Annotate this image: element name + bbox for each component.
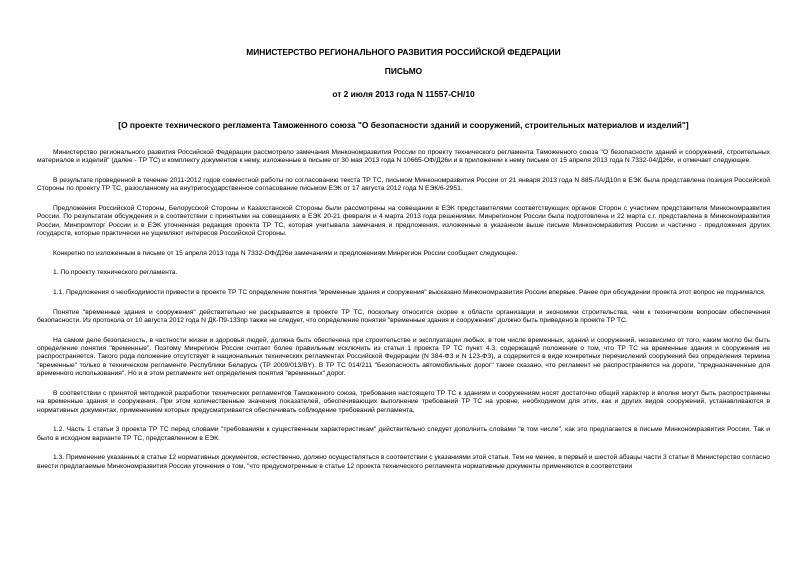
paragraph: На самом деле безопасность, в частности жизни и здоровья людей, должна быть обеспечена при строительстве и эксплуатации любых, в том числе временных, зданий и сооружений, независимо от того, каким могло бы быть определение понятия "временные". Поэтому Минрегион России считает более правильным исключить из статьи 1 проекта ТР ТС пункт 4.3, содержащий положение о том, что ТР ТС на временные здания и сооружения не распространяется. Такого рода положение отсутствует в национальных технических регламентах Российской Федерации (N 384-ФЗ и N 123-ФЗ), а содержится в виде конкретных перечислений сооружений без определения термина "временные" только в техническом регламенте Республики Беларусь (ТР 2009/013/BY). В ТР ТС 014/211 "Безопасность автомобильных дорог" также сказано, что регламент не распространяется на дороги, "предназначенные для временного использования". Но и в этом регламенте нет определения понятия "временных" дорог. [37,336,770,378]
subject-heading: [О проекте технического регламента Таможенного союза "О безопасности зданий и сооружений, строительных материалов и изделий"] [118,120,689,130]
paragraph: Понятие "временные здания и сооружения" действительно не раскрывается в проекте ТР ТС, поскольку относится скорее к области организации и экономики строительства, чем к техническим вопросам обеспечения безопасности. Из протокола от 10 августа 2012 года N ДК-П9-133пр также не следует, что определение понятия "временные здания и сооружения" должно быть приведено в проекте ТР ТС. [37,308,770,324]
date-number-heading: от 2 июля 2013 года N 11557-СН/10 [332,89,475,99]
paragraph: Предложения Российской Стороны, Белорусской Стороны и Казахстанской Стороны были рассмотрены на совещании в ЕЭК представителями соответствующих органов Сторон с участием представителя Минкономразвития России. По результатам обсуждения и в соответствии с принятыми на совещаниях в ЕЭК 20-21 февраля и 4 марта 2013 года решениями, Минрегионом России была подготовлена и 22 марта с.г. представлена в Минкономразвития России, Минпромторг России и в ЕЭК уточненная редакция проекта ТР ТС, которая учитывала замечания и предложения, изложенные в указанном выше письме Минкономразвития России и частично - предложения других государств, которые практически не ущемляют интересов Российской Стороны. [37,205,770,238]
paragraph: Министерство регионального развития Российской Федерации рассмотрело замечания Минкономразвития России по проекту технического регламента Таможенного союза "О безопасности зданий и сооружений, строительных материалов и изделий" (далее - ТР ТС) и комплекту документов к нему, изложенные в письме от 30 мая 2013 года N 10665-ОФ/Д26и и в приложении к нему письме от 15 апреля 2013 года N 7332-04/Д26и, и отмечает следующее. [37,149,770,165]
document-type-heading: ПИСЬМО [384,66,423,76]
ministry-heading: МИНИСТЕРСТВО РЕГИОНАЛЬНОГО РАЗВИТИЯ РОССИЙСКОЙ ФЕДЕРАЦИИ [246,47,561,57]
paragraph: Конкретно по изложенным в письме от 15 апреля 2013 года N 7332-ОФ/Д26и замечаниям и предложениям Минрегион России сообщает следующее. [53,249,518,257]
document-body [37,149,770,482]
paragraph: 1.1. Предложения о необходимости привести в проекте ТР ТС определение понятия "временные здания и сооружения" высказано Минкономразвития России впервые. Ранее при обсуждении проекта этот вопрос не поднимался. [53,289,766,296]
paragraph: 1.2. Часть 1 статьи 3 проекта ТР ТС перед словами "требованиям к существенным характеристикам" действительно следует дополнить словами "в том числе", как это предлагается в письме Минкономразвития России. Так и было в исходном варианте ТР ТС, представленном в ЕЭК. [37,426,770,442]
paragraph: 1.3. Применение указанных в статье 12 нормативных документов, естественно, должно осуществляться в соответствии с указаниями этой статьи. Тем не менее, в первый и шестой абзацы части 3 статьи 8 Министерство согласно внести предлагаемые Минкономразвития России уточнения о том, "что предусмотренные в статье 12 проекта технического регламента нормативные документы применяются в соответствии [37,454,770,470]
paragraph: 1. По проекту технического регламента. [53,269,178,277]
paragraph: В результате проведенной в течение 2011-2012 годов совместной работы по согласованию текста ТР ТС, письмом Минкономразвития России от 21 января 2013 года N 885-ЛА/Д10п в ЕЭК была представлена позиция Российской Стороны по проекту ТР ТС, разосланному на внутригосударственное согласование письмом ЕЭК от 17 августа 2012 года N ЕЭК/6-2951. [37,177,770,193]
paragraph: В соответствии с принятой методикой разработки технических регламентов Таможенного союза, требования настоящего ТР ТС к зданиям и сооружениям носят достаточно общий характер и вполне могут быть распространены на временные здания и сооружения. При этом количественные значения показателей, обеспечивающих выполнение требований ТР ТС на уровне, необходимом для этих, как и других видов сооружений, устанавливаются в нормативных документах, применением которых предусматривается обеспечивать соблюдение требований регламента. [37,389,770,414]
